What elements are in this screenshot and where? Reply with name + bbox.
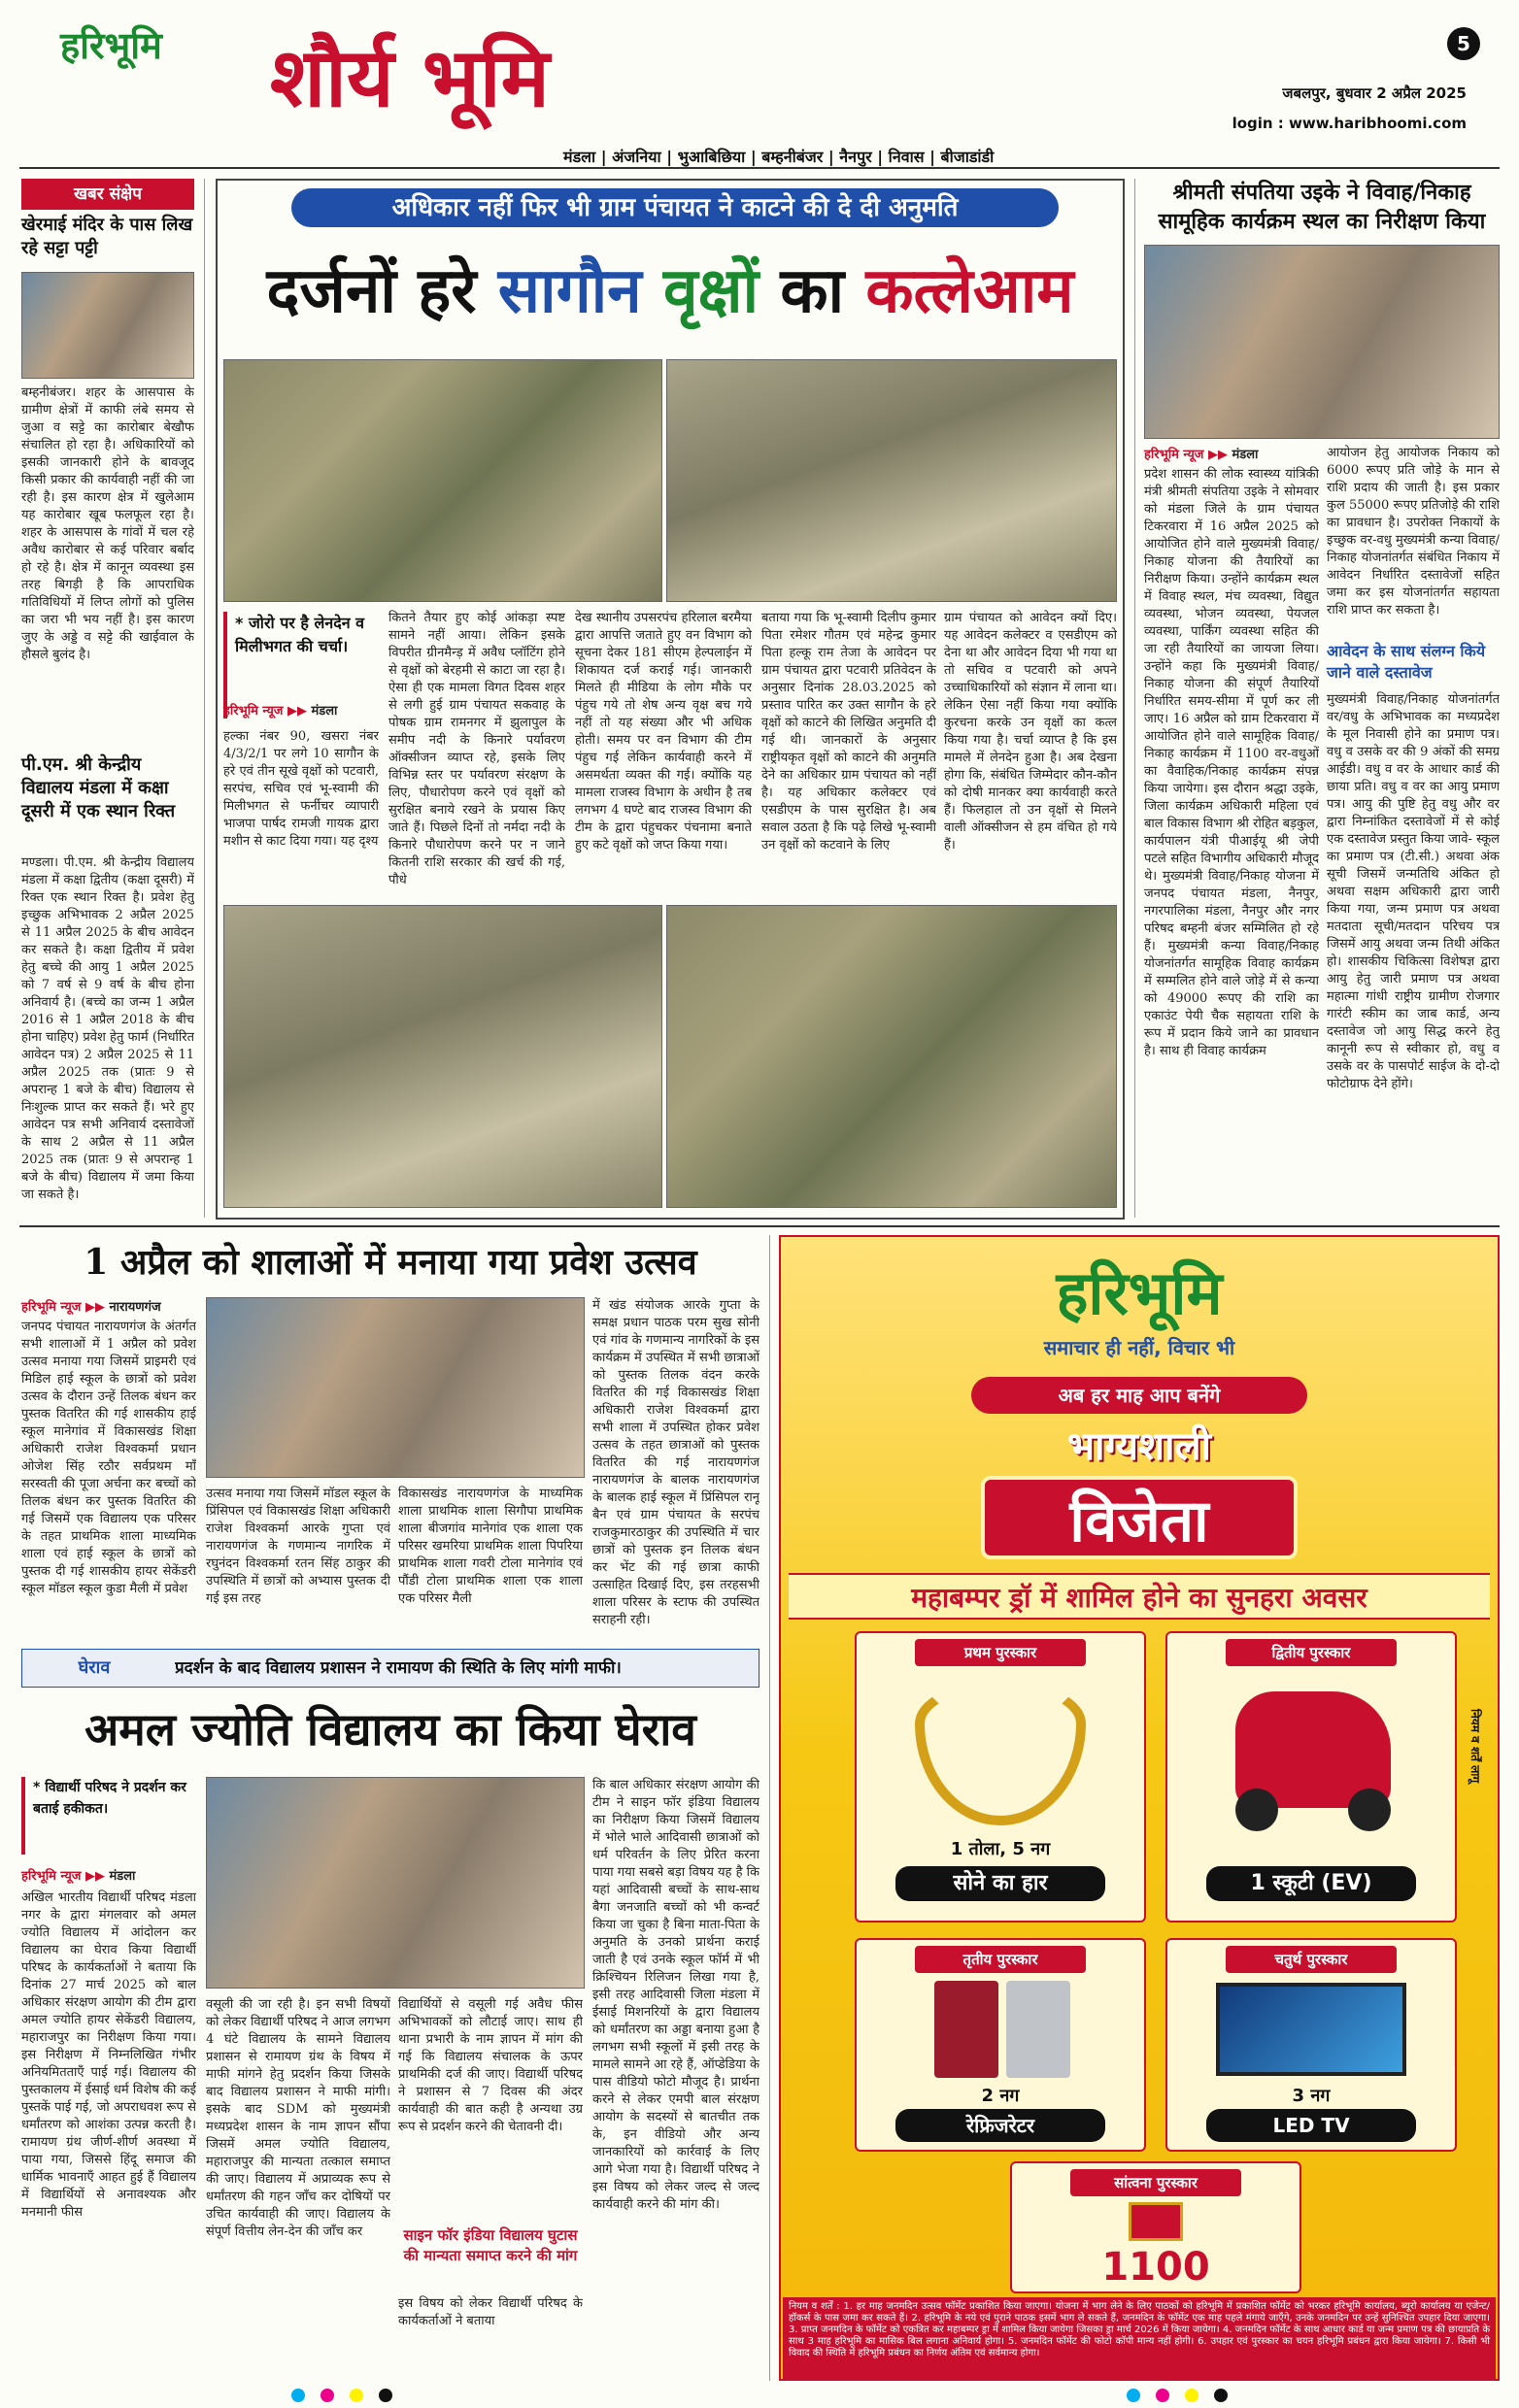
prize-5-card <box>1010 2161 1301 2293</box>
ad-brand: हरिभूमि <box>1056 1257 1223 1328</box>
pravesh-photo <box>206 1297 585 1478</box>
haribhoomi-logo[interactable]: हरिभूमि <box>60 23 162 67</box>
prize-1-qty: 1 तोला, 5 नग <box>950 1839 1051 1859</box>
gherav-col-1: अखिल भारतीय विद्यार्थी परिषद मंडला नगर के द्वारा मंगलवार को अमल ज्योति विद्यालय में आंदोलन कर विद्यालय का घेराव किया विद्यार्थी परिषद के कार्यकर्ताओं ने बताया कि दिनांक 27 मार्च 2025 को बाल अधिकार संरक्षण आयोग की टीम द्वारा अमल ज्योति हायर सेकेंडरी विद्यालय, महाराजपुर का निरीक्षण किया गया। इस निरीक्षण में निम्नलिखित गंभीर अनियमितताएँ पाई गई। विद्यालय की पुस्तकालय में ईसाई धर्म विशेष की कई पुस्तकें पाई गई, जो अपराधवश रूप से धर्मांतरण को आशंका उत्पन्न करती है। रामायण ग्रंथ जीर्ण-शीर्ण अवस्था में पाया गया, जिससे हिंदू समाज की धार्मिक भावनाएँ आहत हुई हैं विद्यालय में विद्यार्थियों से अनावश्यक और मनमानी फीस <box>21 1890 196 2220</box>
prize-1-title: प्रथम पुरस्कार <box>915 1639 1086 1666</box>
lead-col-4: बताया गया कि भू-स्वामी दिलीप कुमार पिता रमेशर गौतम एवं महेन्द्र कुमार पिता हल्कू राम तेजा के आवेदन पर ग्राम पंचायत द्वारा पटवारी प्रतिवेदन के अनुसार दिनांक 28.03.2025 को प्रस्ताव पारित कर उक्त सागौन के हरे वृक्षों को काटने की लिखित अनुमति दी गई थी। जानकारों के अनुसार राष्ट्रीयकृत वृक्षों को काटने की अनुमति देने का अधिकार ग्राम पंचायत को नहीं है। यह अधिकार कलेक्टर एवं एसडीएम के पास सुरक्षित है। अब सवाल उठता है कि पढ़े लिखे भू-स्वामी उन वृक्षों को कटवाने के लिए <box>761 611 936 853</box>
gold-necklace-icon <box>915 1680 1086 1825</box>
pravesh-byline-place: नारायणगंज <box>109 1300 161 1315</box>
brief-photo <box>21 272 194 379</box>
ad-banner-2: विजेता <box>981 1476 1298 1559</box>
prize-3-name: रेफ्रिजरेटर <box>895 2109 1105 2142</box>
ad-strip: महाबम्पर ड्रॉ में शामिल होने का सुनहरा अवसर <box>789 1573 1490 1620</box>
dateline: जबलपुर, बुधवार 2 अप्रैल 2025 <box>1282 84 1467 102</box>
inspection-byline-brand: हरिभूमि न्यूज <box>1144 448 1204 462</box>
gherav-col-3: विद्यार्थियों से वसूली गई अवैध फीस अभिभावकों को लौटाई जाए। साथ ही थाना प्रभारी के नाम ज्ञापन में मांग की गई कि विद्यालय संचालक के ऊपर प्राथमिकी दर्ज की जाए। विद्यार्थी परिषद ने प्रशासन से 7 दिवस की अंदर कार्यवाही की बात कही है अन्यथा उग्र रूप से प्रदर्शन करने की चेतावनी दी। <box>398 1997 583 2134</box>
lead-headline-part-5: कत्लेआम <box>865 254 1074 327</box>
prize-5-qty: 1100 <box>1101 2245 1210 2290</box>
mid-rule <box>19 1225 1500 1227</box>
vidyalaya-headline: पी.एम. श्री केन्द्रीय विद्यालय मंडला में कक्षा दूसरी में एक स्थान रिक्त <box>21 754 176 821</box>
registration-dot-yellow <box>350 2389 363 2402</box>
lead-byline: हरिभूमि न्यूज ▶▶ मंडला <box>223 704 338 719</box>
prize-4-title: चतुर्थ पुरस्कार <box>1226 1946 1397 1973</box>
prize-4-qty: 3 नग <box>1292 2086 1331 2106</box>
refrigerator-icon <box>934 1981 998 2078</box>
registration-dot-magenta <box>321 2389 334 2402</box>
lead-col-2: हल्का नंबर 90, खसरा नंबर 4/3/2/1 पर लगे 10 सागौन के हरे एवं तीन सूखे वृक्षों को पटवारी, सरपंच, सचिव एवं भू-स्वामी की मिलीभगत से फर्नीचर व्यापारी भाजपा पार्षद रामजी गायक द्वारा मशीन से काट दिया गया। यह दृश्य <box>223 729 379 849</box>
lead-byline-place: मंडला <box>311 704 338 719</box>
lead-col-5: ग्राम पंचायत को आवेदन क्यों दिए। यह आवेदन कलेक्टर व एसडीएम को देना था और आवेदन दिया भी गया था तो सचिव व पटवारी को अपने उच्चाधिकारियों को संज्ञान में लाना था। लेकिन ऐसा नहीं किया गया क्योंकि कुरचना करके उन वृक्षों का कत्ल किया गया है। चर्चा व्याप्त है कि इस मामले में लेनदेन हुआ है। अब देखना होगा कि, संबंधित जिम्मेदार कौन-कौन को दोषी मानकर क्या कार्यवाही करते हैं। फिलहाल तो उन वृक्षों से मिलने वाली ऑक्सीजन से हम वंचित हो गये हैं। <box>944 611 1117 853</box>
inspection-subhead: आवेदन के साथ संलग्न किये जाने वाले दस्तावेज <box>1327 642 1486 682</box>
gherav-col-2: वसूली की जा रही है। इन सभी विषयों को लेकर विद्यार्थी परिषद ने आज लगभग 4 घंटे विद्यालय के सामने विद्यालय प्रशासन से रामायण ग्रंथ के विषय में माफी मांगने हेतु प्रदर्शन किया जिसके बाद विद्यालय प्रशासन ने माफी मांगी। इसके बाद SDM को मुख्यमंत्री मध्यप्रदेश शासन के नाम ज्ञापन सौंपा जिसमें अमल ज्योति विद्यालय, महाराजपुर की मान्यता तत्काल समाप्त की जाए। विद्यालय में अप्राव्यक रूप से धर्मांतरण की गहन जाँच कर दोषियों पर उचित कार्यवाही की जाए। विद्यालय के संपूर्ण वित्तीय लेन-देन की जाँच कर <box>206 1997 390 2239</box>
gherav-strap: प्रदर्शन के बाद विद्यालय प्रशासन ने रामायण की स्थिति के लिए मांगी माफी। <box>175 1658 622 1678</box>
lead-headline-part-2: सागौन <box>497 254 642 327</box>
prize-1-name: सोने का हार <box>895 1866 1105 1901</box>
lead-headline-part-3: वृक्षों <box>662 254 760 327</box>
inspection-byline: हरिभूमि न्यूज ▶▶ मंडला <box>1144 448 1259 462</box>
right-divider <box>1134 179 1135 1218</box>
registration-dot-black-2 <box>1214 2389 1228 2402</box>
prize-5-title: सांत्वना पुरस्कार <box>1070 2169 1241 2196</box>
inspection-photo <box>1144 245 1500 439</box>
inspection-byline-place: मंडला <box>1232 448 1259 462</box>
lead-photo-2 <box>666 359 1117 602</box>
brief-tag-label: खबर संक्षेप <box>74 184 142 204</box>
print-registration-strip <box>0 2387 1519 2404</box>
lead-kicker: अधिकार नहीं फिर भी ग्राम पंचायत ने काटने की दे दी अनुमति <box>291 188 1059 227</box>
prize-2-name: 1 स्कूटी (EV) <box>1206 1866 1416 1901</box>
ad-rules: नियम व शर्तें : 1. हर माह जनमदिन उत्सव फॉर्मेट प्रकाशित किया जाएगा। योजना में भाग लेने के लिए पाठकों को हरिभूमि में प्रकाशित फॉर्मेट को भरकर हरिभूमि कार्यालय, ब्यूरो कार्यालय या एजेन्ट/हॉकर्स के पास जमा कर सकते हैं। 2. हरिभूमि के नये एवं पुराने पाठक इसमें भाग ले सकते हैं, जनमदिन के फॉर्मेट एक माह पहले मंगाये जाएँगे, उनके जनमदिन पर उन्हें सुनिश्चित उपहार दिया जाएगा। 3. प्राप्त जनमदिन के फॉर्मेट को एकत्रित कर महाबम्पर ड्रा में शामिल किया जायेगा जिसका ड्रा मार्च 2026 में किया जायेगा। 4. जनमदिन फॉर्मेट के साथ आधार कार्ड या जन्म प्रमाण पत्र की छायाप्रति के साथ 3 माह हरिभूमि का मासिक बिल लगाना अनिवार्य होगा। 5. जनमदिन फॉर्मेट की फोटो कॉपी मान्य नहीं होगी। 6. उपहार एवं पुरस्कार का चयन हरिभूमि प्रबंधन द्वारा किया जायेगा। 7. किसी भी विवाद की स्थिति में हरिभूमि प्रबंधन का निर्णय अंतिम एवं सर्वमान्य होगा। <box>783 2297 1496 2379</box>
login-link[interactable]: login : www.haribhoomi.com <box>1232 115 1467 132</box>
pravesh-col-3: विकासखंड नारायणगंज के माध्यमिक शाला प्राथमिक शाला सिगौपा प्राथमिक शाला बीजगांव मानेगांव एक शाला एक परिसर खमरिया प्राथमिक शाला पिपरिया प्राथमिक शाला गवरी टोला मानेगांव एवं पौंडी टोला प्राथमिक शाला एक शाला एक परिसर मैली <box>398 1487 583 1606</box>
gherav-tag: घेराव <box>78 1657 111 1678</box>
lead-photo-1 <box>223 359 662 602</box>
pravesh-headline: 1 अप्रैल को शालाओं में मनाया गया प्रवेश उत्सव <box>84 1242 697 1283</box>
ad-side-note: नियम व शर्तें लागू <box>1468 1709 1482 1784</box>
prize-4-card <box>1165 1938 1457 2152</box>
ad-banner-1: भाग्यशाली <box>1067 1423 1211 1469</box>
lead-col-1: कितने तैयार हुए कोई आंकड़ा स्पष्ट सामने नहीं आया। लेकिन इसके विपरीत ग्रीनमैन्ड़ में अवैध प्लॉटिंग होने से वृक्षों को बेरहमी से काटा जा रहा है। ऐसा ही एक मामला विगत दिवस शहर से लगी हुई ग्राम पंचायत सकवाह के पोषक ग्राम रामनगर में झुलापुल के समीप नदी के किनारे पर्यावरण ऑक्सीजन व्याप्त रहे, इसके लिए विभिन्न स्तर पर पर्यावरण संरक्षण के लिए, पौधारोपण करने एवं वृक्षों को सुरक्षित बनाये रखने के प्रयास किए जाते हैं। पिछले दिनों तो नर्मदा नदी के किनारे पौधारोपण करने पर न जाने कितनी राशि सरकार की खर्च की गई, पौधे <box>388 611 565 887</box>
gherav-quote: * विद्यार्थी परिषद ने प्रदर्शन कर बताई हकीकत। <box>21 1777 196 1855</box>
scooter-wheel-rear-icon <box>1348 1789 1391 1831</box>
gift-box-icon <box>1129 2202 1183 2241</box>
registration-dot-cyan <box>291 2389 305 2402</box>
prize-2-card <box>1165 1631 1457 1923</box>
pravesh-col-2: उत्सव मनाया गया जिसमें मॉडल स्कूल के प्रिंसिपल एवं विकासखंड शिक्षा अधिकारी राजेश विश्वकर्मा आरके गुप्ता एवं नारायणगंज के गणमान्य नागरिक में रघुनंदन विश्वकर्मा रतन सिंह ठाकुर की उपस्थिति में छात्रों को अभ्यास पुस्तक दी गई इस तरह <box>206 1487 390 1606</box>
pravesh-byline-brand: हरिभूमि न्यूज <box>21 1300 82 1315</box>
gherav-headline: अमल ज्योति विद्यालय का किया घेराव <box>84 1703 696 1756</box>
pravesh-col-1: जनपद पंचायत नारायणगंज के अंतर्गत सभी शालाओं में 1 अप्रैल को प्रवेश उत्सव मनाया गया जिसमें प्राइमरी एवं मिडिल हाई स्कूल के छात्रों को प्रवेश उत्सव के दौरान उन्हें तिलक बंधन कर पुस्तक वितरित की गई शासकीय हाई स्कूल मानेगांव में विकासखंड शिक्षा अधिकारी राजेश विश्वकर्मा प्रधान ओजेश सिंह रठौर सर्वप्रथम माँ सरस्वती की पूजा अर्चना कर बच्चों को तिलक बंधन कर पुस्तक वितरित की गई जिसमें एक विद्यालय एक परिसर के तहत प्राथमिक शाला माध्यमिक शाला एवं हाई स्कूल के छात्रों को पुस्तक दी गई शासकीय हायर सेकेंडरी स्कूल मॉडल स्कूल कुडा मैली में प्रवेश <box>21 1320 196 1596</box>
pravesh-byline: हरिभूमि न्यूज ▶▶ नारायणगंज <box>21 1300 161 1315</box>
gherav-byline-place: मंडला <box>109 1869 136 1884</box>
prize-3-title: तृतीय पुरस्कार <box>915 1946 1086 1973</box>
registration-dot-black <box>379 2389 392 2402</box>
refrigerator-2-icon <box>1006 1981 1070 2078</box>
pravesh-col-4: में खंड संयोजक आरके गुप्ता के समक्ष प्रधान पाठक परम सुख सोनी एवं गांव के गणमान्य नागरिकों के इस कार्यक्रम में उपस्थित में सभी छात्राओं को पुस्तक तिलक वंदन करके वितरित की गई विकासखंड शिक्षा अधिकारी राजेश विश्वकर्मा द्वारा सभी शाला में उपस्थित होकर प्रवेश उत्सव के तहत छात्राओं को पुस्तक वितरित की गई नारायणगंज नारायणगंज के बालक नारायणगंज के बालक हाई स्कूल में प्रिंसिपल रानू बैन एवं ग्राम पंचायत के सरपंच राजकुमारठाकुर की उपस्थिति में चार छात्रों को पुस्तक इन तिलक बंधन कर भेंट की गई छात्रा काफी उत्साहित दिखाई दिए, इस तरहसभी शाला परिसर के स्टाफ की उपस्थित सराहनी रही। <box>592 1298 760 1627</box>
inspection-col-1: प्रदेश शासन की लोक स्वास्थ्य यांत्रिकी मंत्री श्रीमती संपतिया उइके ने सोमवार को मंडला जिले के ग्राम पंचायत टिकरवारा में 16 अप्रैल 2025 को आयोजित होने वाले मुख्यमंत्री विवाह/निकाह योजना की तैयारियों का निरीक्षण किया। उन्होंने कार्यक्रम स्थल में विवाह स्थल, मंच व्यवस्था, विद्युत व्यवस्था, भोजन व्यवस्था, पेयजल व्यवस्था, पार्किंग व्यवस्था सहित की जा रही तैयारियों का जायजा लिया। उन्होंने कहा कि मुख्यमंत्री विवाह/निकाह योजना की संपूर्ण तैयारियों निर्धारित समय-सीमा में पूर्ण कर ली जाए। 16 अप्रैल को ग्राम टिकरवारा में आयोजित होने वाले सामूहिक विवाह/निकाह कार्यक्रम में 1100 वर-वधुओं का वैवाहिक/निकाह कार्यक्रम संपन्न किया जायेगा। इस दौरान श्रद्धा उइके, जिला कार्यक्रम अधिकारी महिला एवं बाल विकास विभाग श्री रोहित बड़कुल, कार्यपालन यंत्री पीआईयू श्री जेपी पटले सहित विभागीय अधिकारी मौजूद थे। मुख्यमंत्री विवाह/निकाह योजना में जनपद पंचायत मंडला, नैनपुर, नगरपालिका मंडला, नैनपुर और नगर परिषद बम्हनी बंजर सम्मिलित हो रहे हैं। मुख्यमंत्री कन्या विवाह/निकाह योजनांतर्गत सामूहिक विवाह कार्यक्रम में सम्मलित होने वाले जोड़े में से कन्या को 49000 रूपए की राशि का एकाउंट पेयी चैक सहायता राशि के रूप में प्रदान किये जाने का प्रावधान है। साथ ही विवाह कार्यक्रम <box>1144 467 1319 1058</box>
ad-divider <box>769 1235 770 2381</box>
section-title: शौर्य भूमि <box>270 29 550 125</box>
registration-dot-magenta-2 <box>1156 2389 1169 2402</box>
prize-1-card <box>855 1631 1146 1923</box>
registration-dot-yellow-2 <box>1185 2389 1198 2402</box>
gherav-subhead: साइन फॉर इंडिया विद्यालय घुटास की मान्यता समाप्त करने की मांग <box>403 2226 578 2264</box>
led-tv-icon <box>1216 1983 1406 2076</box>
gherav-col-3b: इस विषय को लेकर विद्यार्थी परिषद के कार्यकर्ताओं ने बताया <box>398 2296 583 2328</box>
masthead <box>0 0 1519 166</box>
prize-4-name: LED TV <box>1206 2109 1416 2142</box>
left-divider <box>204 179 205 1218</box>
vidyalaya-body: मण्डला। पी.एम. श्री केन्द्रीय विद्यालय मंडला में कक्षा द्वितीय (कक्षा दूसरी) में रिक्त एक स्थान रिक्त है। प्रवेश हेतु इच्छुक अभिभावक 2 अप्रैल 2025 से 11 अप्रैल 2025 के बीच आवेदन कर सकते है। कक्षा द्वितीय में प्रवेश हेतु बच्चे की आयु 1 अप्रैल 2025 को 7 वर्ष से 9 वर्ष के बीच होना अनिवार्य है। (बच्चे का जन्म 1 अप्रैल 2016 से 1 अप्रैल 2018 के बीच होना चाहिए) प्रवेश हेतु फार्म (निर्धारित आवेदन पत्र) 2 अप्रैल 2025 से 11 अप्रैल 2025 तक (प्रातः 9 से अपरान्ह 1 बजे के बीच) विद्यालय से निःशुल्क प्राप्त कर सकते हैं। भरे हुए आवेदन पत्र सभी अनिवार्य दस्तावेजों के साथ 2 अप्रैल से 11 अप्रैल 2025 तक (प्रातः 9 से अपरान्ह 1 बजे के बीच) विद्यालय में जमा किया जा सकते है। <box>21 855 194 1202</box>
inspection-col-2b: मुख्यमंत्री विवाह/निकाह योजनांतर्गत वर/वधु के अभिभावक का मध्यप्रदेश के मूल निवासी होने का प्रमाण पत्र। वधु व उसके वर की 9 अंकों की समग्र आईडी। वधु व वर के आधार कार्ड की छाया प्रति। वधु व वर का आयु प्रमाण पत्र। आयु की पुष्टि हेतु वधु और वर द्वारा निम्नांकित दस्तावेजों में से कोई एक दस्तावेज प्रस्तुत किया जावे- स्कूल का प्रमाण पत्र (टी.सी.) अथवा अंक सूची जिसमें जन्मतिथि अंकित हो अथवा सक्षम अधिकारी द्वारा जारी किया गया, जन्म प्रमाण पत्र अथवा मतदाता सूची/मतदान परिचय पत्र जिसमें आयु अथवा जन्म तिथी अंकित हो। शासकीय चिकित्सा विशेषज्ञ द्वारा आयु हेतु जारी प्रमाण पत्र अथवा महात्मा गांधी राष्ट्रीय ग्रामीण रोजगार गारंटी स्कीम का जाब कार्ड, अन्य दस्तावेज जो आयु सिद्ध करने हेतु कानूनी रूप से स्वीकार हो, वधु व उसके वर के पासपोर्ट साईज के दो-दो फोटोग्राफ देने होंगे। <box>1327 692 1500 1091</box>
page-number: 5 <box>1447 27 1480 60</box>
location-strip: मंडला | अंजनिया | भुआबिछिया | बम्हनीबंजर | नैनपुर | निवास | बीजाडांडी <box>563 148 995 166</box>
lead-photo-4 <box>666 905 1117 1208</box>
prize-2-title: द्वितीय पुरस्कार <box>1226 1639 1397 1666</box>
inspection-col-2: आयोजन हेतु आयोजक निकाय को 6000 रूपए प्रति जोड़े के मान से राशि प्रदाय की जाती है। इस प्रकार कुल 55000 रूपए प्रतिजोड़े की राशि का प्रावधान है। उपरोक्त निकायों के इच्छुक वर-वधु मुख्यमंत्री कन्या विवाह/निकाह योजनांतर्गत संबंधित निकाय में आवेदन निर्धारित दस्तावेजों सहित जमा कर इस योजनांतर्गत सहायता राशि प्राप्त कर सकता है। <box>1327 446 1500 618</box>
masthead-rule <box>19 167 1500 169</box>
gherav-byline: हरिभूमि न्यूज ▶▶ मंडला <box>21 1869 136 1884</box>
prize-3-qty: 2 नग <box>981 2086 1020 2106</box>
scooter-wheel-front-icon <box>1235 1789 1278 1831</box>
gherav-photo <box>206 1777 585 1989</box>
ad-tagline: समाचार ही नहीं, विचार भी <box>1043 1336 1235 1359</box>
gherav-byline-brand: हरिभूमि न्यूज <box>21 1869 82 1884</box>
inspection-headline: श्रीमती संपतिया उइके ने विवाह/निकाह सामूहिक कार्यक्रम स्थल का निरीक्षण किया <box>1158 181 1486 234</box>
lead-col-3: देख स्थानीय उपसरपंच हरिलाल बरमैया द्वारा आपत्ति जताते हुए वन विभाग को सूचना देकर 181 सीएम हेल्पलाईन में शिकायत दर्ज कराई गई। जानकारी मिलते ही मीडिया के लोग मौके पर पंहुच गये तो शेष अन्य वृक्ष बच गये नहीं तो यह संख्या और भी अधिक होती। समय पर वन विभाग की टीम पंहुच गई लेकिन कार्यवाही करने में असमर्थता व्यक्त की गई। क्योंकि यह मामला राजस्व विभाग के अधीन है तब लगभग 4 घण्टे बाद राजस्व विभाग की टीम के द्वारा पंहुचकर पंचनामा बनाते हुए कटे वृक्षों को जप्त किया गया। <box>575 611 752 853</box>
lead-byline-brand: हरिभूमि न्यूज <box>223 704 284 719</box>
prize-3-card <box>855 1938 1146 2152</box>
lead-photo-3 <box>223 905 662 1208</box>
lead-quote: * जोरो पर है लेनदेन व मिलीभगत की चर्चा। <box>223 612 379 719</box>
brief-headline: खेरमाई मंदिर के पास लिख रहे सट्टा पट्टी <box>21 215 193 258</box>
lead-headline-part-1: दर्जनों हरे <box>266 254 477 327</box>
lead-headline <box>225 243 1115 340</box>
registration-dot-cyan-2 <box>1127 2389 1140 2402</box>
brief-body: बम्हनीबंजर। शहर के आसपास के ग्रामीण क्षेत्रों में काफी लंबे समय से जुआ व सट्टे का कारोबार बेखौफ संचालित हो रहा है। अधिकारियों को इसकी जानकारी होने के बावजूद किसी प्रकार की कार्यवाही नहीं की जा रही है। इस कारण क्षेत्र में खुलेआम यह कारोबार खूब फलफूल रहा है। शहर के आसपास के गांवों में चल रहे अवैध कारोबार से कई परिवार बर्बाद हो रहे है। क्षेत्र में कानून व्यवस्था इस तरह बिगड़ी है कि आपराधिक गतिविधियों में लिप्त लोगों को पुलिस का जरा भी भय नहीं है। इस कारण जुए के अड्डे व सट्टे की खाईवाल के हौसले बुलंद है। <box>21 385 194 662</box>
lead-headline-part-4: का <box>780 254 845 327</box>
gherav-col-4: कि बाल अधिकार संरक्षण आयोग की टीम ने साइन फॉर इंडिया विद्यालय का निरीक्षण किया जिसमें विद्यालय में भोले भाले आदिवासी छात्राओं को धर्म परिवर्तन के लिए प्रेरित करना पाया गया सबसे बड़ा विषय यह है कि यहां आदिवासी बच्चों के साथ-साथ बैगा जनजाति बच्चों को भी कन्वर्ट किया जा चुका है बिना माता-पिता के अनुमति के उनको प्रार्थना कराई जाती है एवं उनके स्कूल फॉर्म में भी क्रिश्चियन रिलिजन लिखा गया है, इसी तरह आदिवासी जिला मंडला में ईसाई मिशनरियों के द्वारा विद्यालय को धर्मांतरण का अड्डा बनाया हुआ है लगभग सभी स्कूलों में इसी तरह के मामले सामने आ रहे हैं, ऑप्डेडिया के पास वीडियो फोटो मौजूद है। प्रार्थना करने से लेकर एमपी बाल संरक्षण आयोग के सदस्यों से बातचीत तक के, इन वीडियो और अन्य जानकारियों को कार्रवाई के लिए आगे भेजा गया है। विद्यार्थी परिषद ने इस विषय को लेकर जल्द से जल्द कार्यवाही करने की मांग की। <box>592 1778 760 2212</box>
ad-ribbon: अब हर माह आप बनेंगे <box>971 1377 1307 1414</box>
